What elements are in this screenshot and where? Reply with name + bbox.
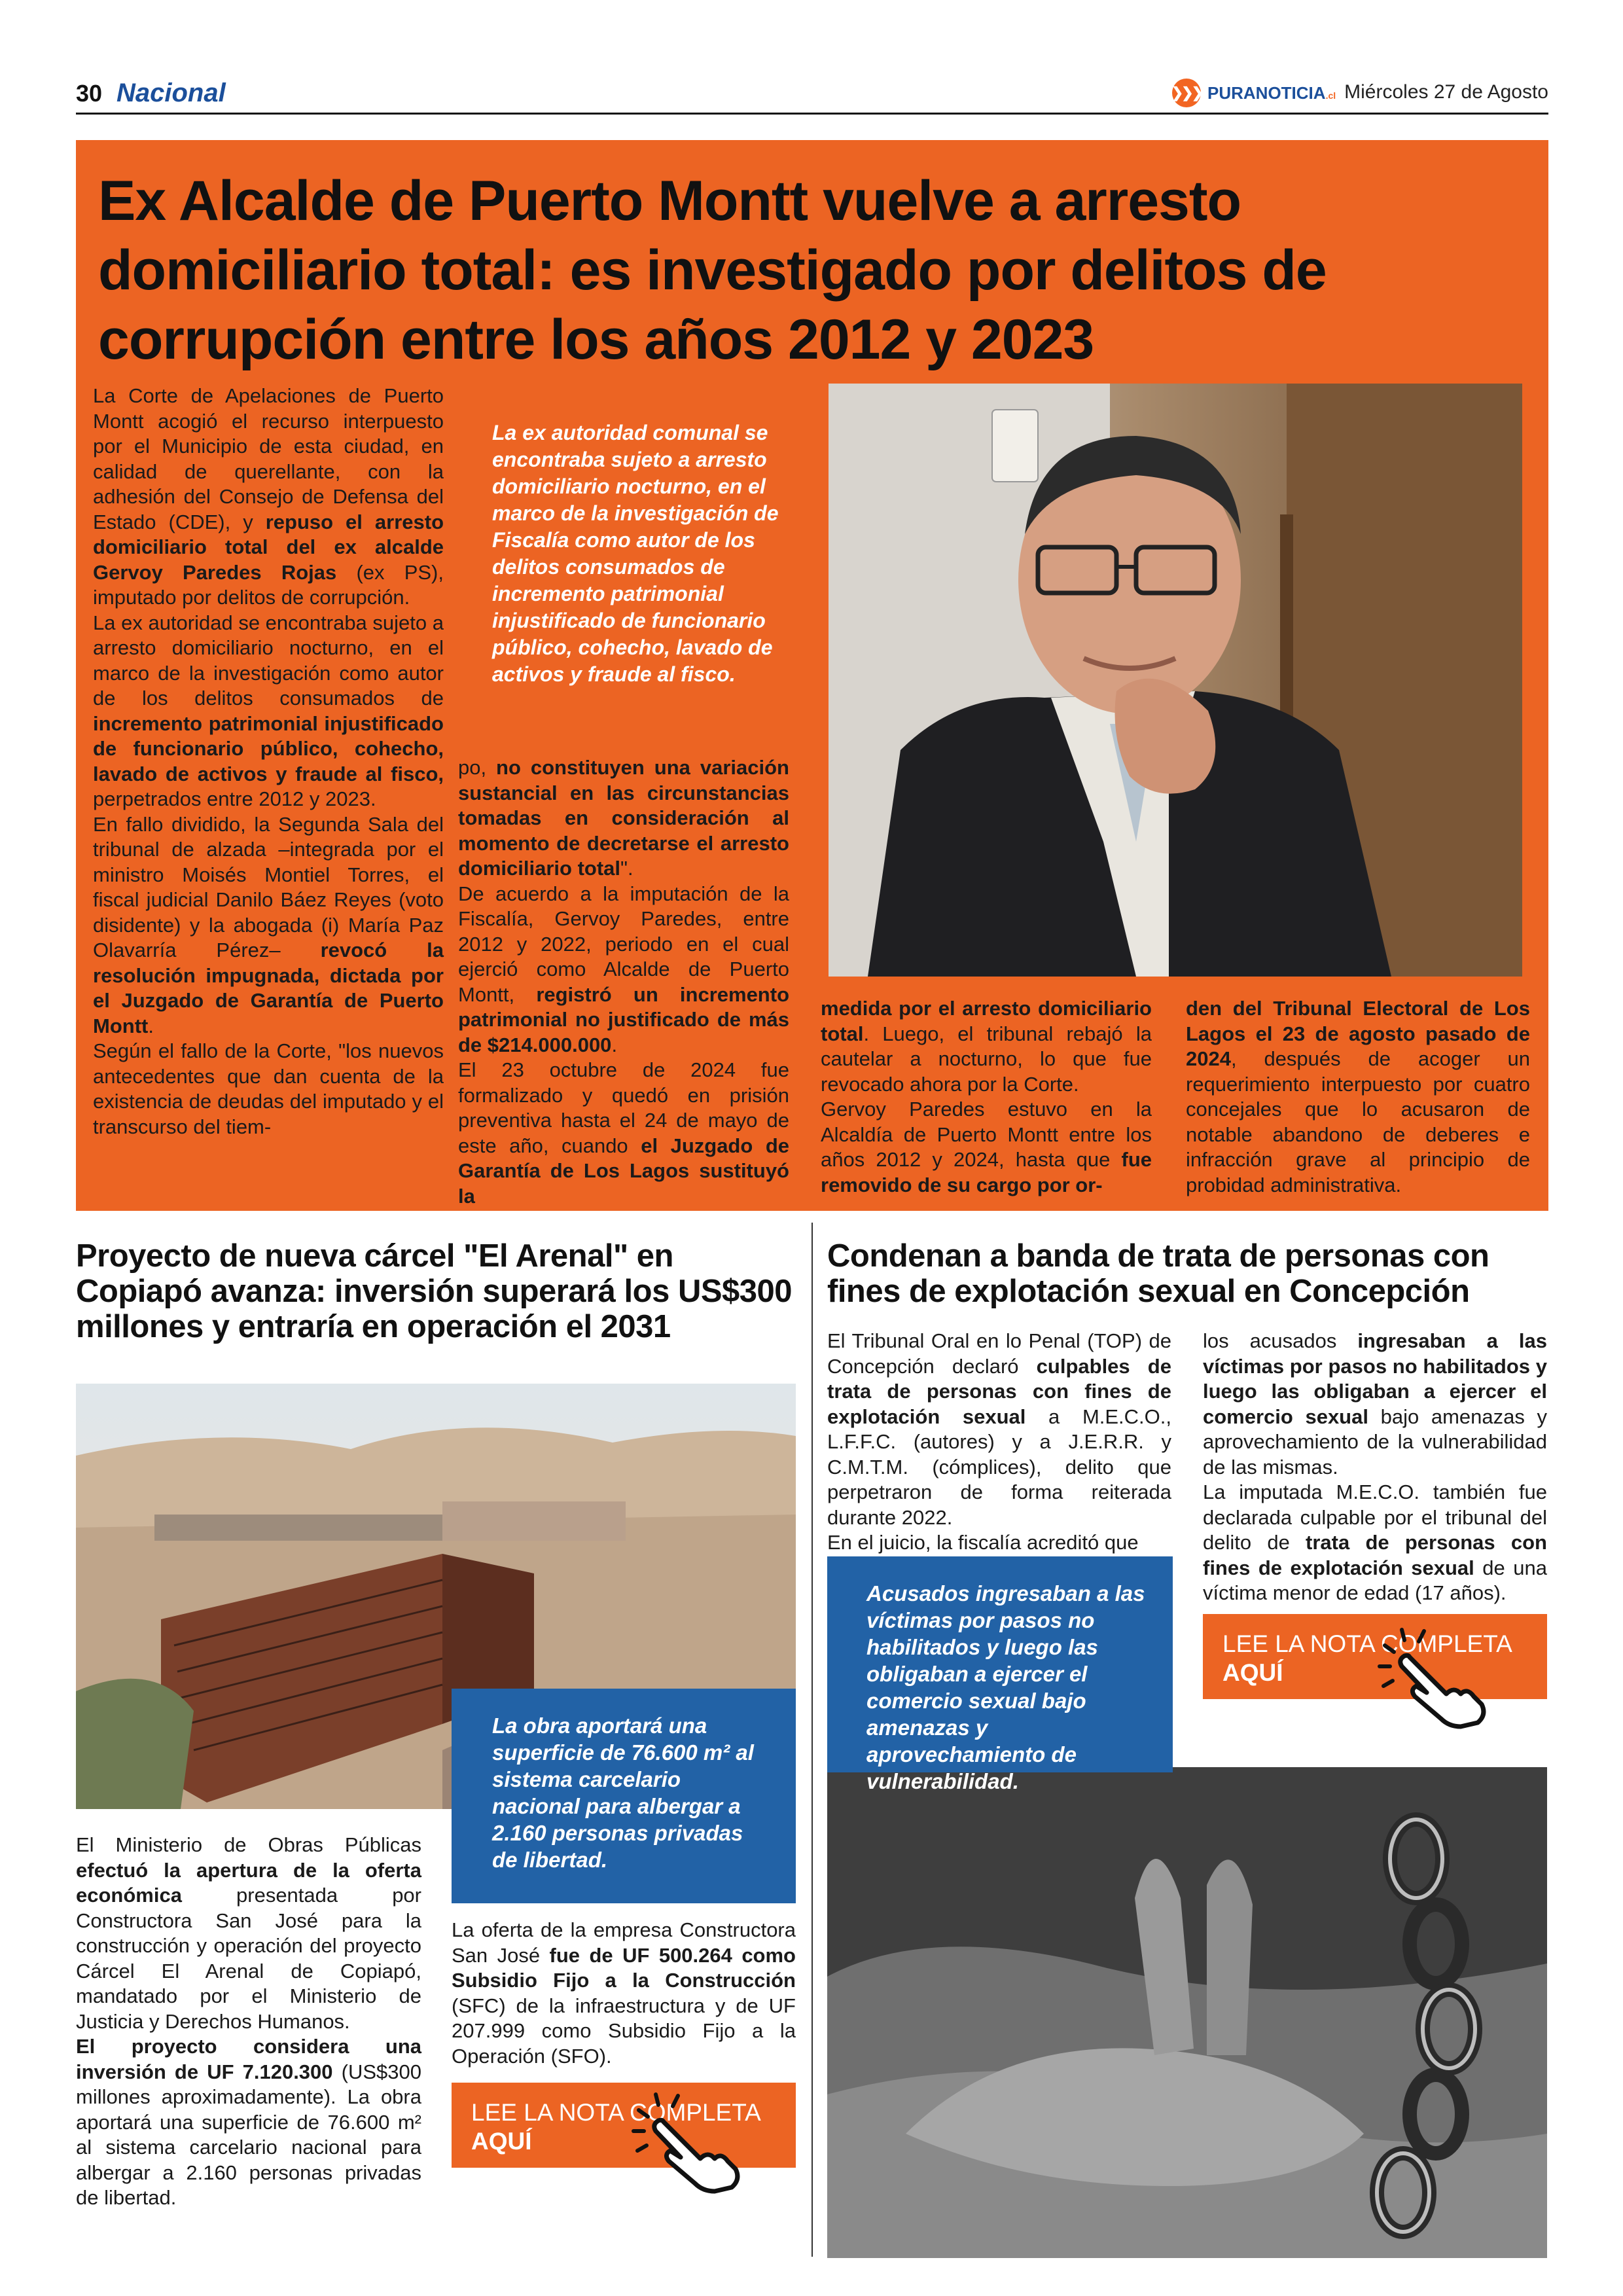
text-run: (ex PS), imputado por delitos de corrupción. [93,560,444,609]
text-run: La ex autoridad se encontraba sujeto a arresto domiciliario nocturno, en el marco de la investigación como autor de los delitos consumados de [93,611,444,709]
chained-hand-photo [827,1767,1547,2258]
text-run: ". [620,857,633,880]
main-column-4 [1186,996,1530,1196]
text-run: El Ministerio de Obras Públicas [76,1833,421,1856]
text-run: Según el fallo de la Corte, "los nuevos antecedentes que dan cuenta de la existencia de deudas del imputado y el transcurso del tiem- [93,1039,444,1138]
pointing-hand-icon[interactable] [1376,1623,1487,1728]
ex-mayor-photo [829,384,1522,977]
bold-text-run: fue removido de su cargo por or- [821,1148,1152,1196]
bold-text-run: culpables de trata de personas con fines de explotación sexual [827,1354,1171,1428]
bold-text-run: trata de personas con fines de explotación sexual [1203,1531,1547,1579]
read-more-here: AQUÍ [1222,1659,1283,1686]
bold-text-run: revocó la resolución impugnada, dictada por el Juzgado de Garantía de Puerto Montt [93,939,444,1037]
prison-headline: Proyecto de nueva cárcel "El Arenal" en Copiapó avanza: inversión superará los US$300 millones y entraría en operación el 2031 [76,1238,793,1344]
bold-text-run: fue de UF 500.264 como Subsidio Fijo a la Construcción [452,1943,796,1992]
prison-column-1 [76,1833,421,2209]
text-run: , después de acoger un requerimiento interpuesto por cuatro concejales que lo acusaron de notable abandono de deberes e infracción grave al principio de probidad administrativa. [1186,1047,1530,1196]
main-column-1 [93,384,444,1189]
issue-date: Miércoles 27 de Agosto [1344,81,1548,103]
page-number: 30 [76,80,103,107]
text-run: a M.E.C.O., L.F.F.C. (autores) y a J.E.R.R. y C.M.T.M. (cómplices), delito que perpetraron de forma reiterada durante 2022. [827,1405,1172,1529]
main-pull-quote: La ex autoridad comunal se encontraba sujeto a arresto domiciliario nocturno, en el marco de la investigación de Fiscalía como autor de los delitos consumados de incremento patrimonial injustificado de funcionario público, cohecho, lavado de activos y fraude al fisco. [492,421,779,686]
text-run: La oferta de la empresa Constructora San José [452,1918,796,1967]
text-run: Gervoy Paredes estuvo en la Alcaldía de Puerto Montt entre los años 2012 y 2024, hasta que [821,1098,1152,1171]
header-divider [76,113,1548,115]
main-story [76,140,1548,1211]
bold-text-run: el Juzgado de Garantía de Los Lagos sustituyó la [458,1134,789,1208]
text-run: los acusados [1203,1329,1358,1352]
logo-chevrons-icon: ❯❯❯ [1172,79,1201,107]
trafficking-column-1 [827,1329,1172,1554]
bold-text-run: no constituyen una variación sustancial en las circunstancias tomadas en consideración al momento de decretarse el arresto domiciliario total [458,756,789,880]
text-run: de una víctima menor de edad (17 años). [1203,1556,1547,1604]
main-column-2 [458,755,790,1208]
text-run: En el juicio, la fiscalía acreditó que [827,1531,1139,1554]
bold-text-run: medida por el arresto domiciliario total [821,997,1152,1045]
bold-text-run: repuso el arresto domiciliario total del ex alcalde Gervoy Paredes Rojas [93,510,444,584]
pointing-hand-icon[interactable] [630,2088,741,2193]
text-run: La imputada M.E.C.O. también fue declarada culpable por el tribunal del delito de [1203,1480,1547,1554]
text-run: De acuerdo a la imputación de la Fiscalía, Gervoy Paredes, entre 2012 y 2022, periodo en el cual ejerció como Alcalde de Puerto Montt, [458,882,789,1006]
read-more-label: LEE LA NOTA COMPLETA [471,2099,761,2126]
trafficking-read-more-button[interactable] [1203,1614,1547,1699]
bold-text-run: registró un incremento patrimonial no justificado de más de $214.000.000 [458,982,790,1056]
text-run: (US$300 millones aproximadamente). La obra aportará una superficie de 76.600 m² al sistema carcelario nacional para albergar a 2.160 personas privadas de libertad. [76,2060,421,2209]
bold-text-run: El proyecto considera una inversión de UF 7.120.300 [76,2035,421,2083]
prison-highlight-box: La obra aportará una superficie de 76.600 m² al sistema carcelario nacional para albergar a 2.160 personas privadas de libertad. [452,1689,796,1903]
text-run: . [611,1033,618,1056]
bold-text-run: ingresaban a las víctimas por pasos no habilitados y luego las obligaban a ejercer el comercio sexual [1203,1329,1547,1428]
puranoticia-logo[interactable] [1172,77,1336,109]
trafficking-highlight-box: Acusados ingresaban a las víctimas por pasos no habilitados y luego las obligaban a ejercer el comercio sexual bajo amenazas y aprovechamiento de vulnerabilidad. [827,1556,1173,1772]
main-headline: Ex Alcalde de Puerto Montt vuelve a arresto domiciliario total: es investigado por delitos de corrupción entre los años 2012 y 2023 [98,170,1327,371]
read-more-here: AQUÍ [471,2128,532,2155]
section-name: Nacional [116,79,226,107]
main-column-3 [821,996,1152,1196]
text-run: po, [458,756,497,779]
text-run: La Corte de Apelaciones de Puerto Montt acogió el recurso interpuesto por el Municipio de esta ciudad, en calidad de querellante, con la adhesión del Consejo de Defensa del Estado (CDE), y [93,384,444,533]
prison-read-more-button[interactable] [452,2083,796,2168]
text-run: El Tribunal Oral en lo Penal (TOP) de Concepción declaró [827,1329,1171,1378]
text-run: bajo amenazas y aprovechamiento de la vulnerabilidad de las mismas. [1203,1405,1547,1479]
column-divider [812,1223,813,2257]
text-run: perpetrados entre 2012 y 2023. [93,787,376,810]
bold-text-run: den del Tribunal Electoral de Los Lagos el 23 de agosto pasado de 2024 [1186,997,1530,1070]
trafficking-headline: Condenan a banda de trata de personas con fines de explotación sexual en Concepción [827,1238,1489,1309]
text-run: presentada por Constructora San José para la construcción y operación del proyecto Cárcel El Arenal de Copiapó, mandatado por el Ministerio de Justicia y Derechos Humanos. [76,1884,421,2033]
trafficking-column-2 [1203,1329,1547,1604]
prison-column-2 [452,1918,796,2075]
bold-text-run: incremento patrimonial injustificado de funcionario público, cohecho, lavado de activos y fraude al fisco, [93,711,444,785]
text-run: . Luego, el tribunal rebajó la cautelar a nocturno, lo que fue revocado ahora por la Corte. [821,1022,1152,1096]
text-run: El 23 octubre de 2024 fue formalizado y quedó en prisión preventiva hasta el 24 de mayo de este año, cuando [458,1058,789,1157]
text-run: . [148,1014,154,1037]
read-more-label: LEE LA NOTA COMPLETA [1222,1630,1512,1657]
page-header [76,72,1548,114]
logo-suffix: .cl [1325,90,1336,101]
logo-text: PURANOTICIA [1207,82,1326,103]
text-run: (SFC) de la infraestructura y de UF 207.999 como Subsidio Fijo a la Operación (SFO). [452,1994,796,2068]
text-run: En fallo dividido, la Segunda Sala del tribunal de alzada –integrada por el ministro Moisés Montiel Torres, el fiscal judicial Danilo Báez Reyes (voto disidente) y la abogada (i) María Paz Olavarría Pérez– [93,812,444,961]
bold-text-run: efectuó la apertura de la oferta económica [76,1858,421,1907]
